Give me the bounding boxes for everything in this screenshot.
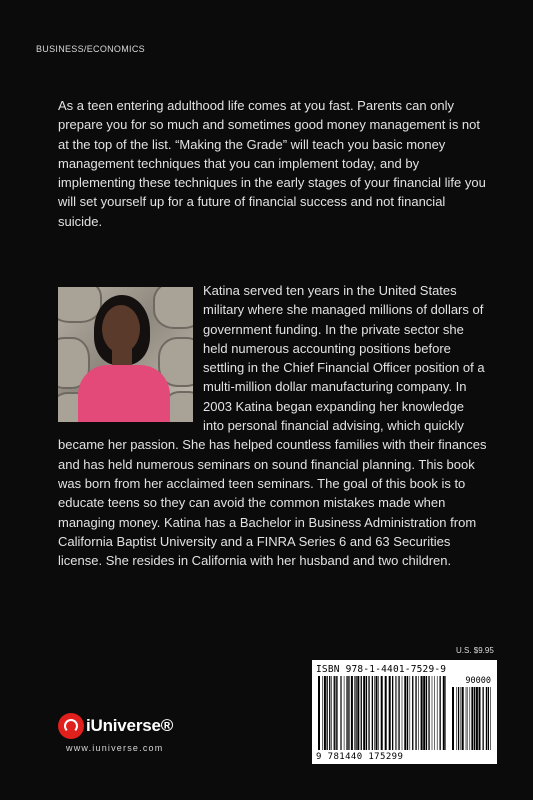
publisher-name: iUniverse® xyxy=(86,716,174,735)
barcode-bars xyxy=(318,676,446,750)
category-label: BUSINESS/ECONOMICS xyxy=(36,44,145,54)
addon-barcode-bars xyxy=(452,687,492,750)
iuniverse-logo-icon xyxy=(58,713,84,739)
addon-code: 90000 xyxy=(465,676,491,686)
publisher-logo xyxy=(58,711,173,741)
author-photo xyxy=(58,287,193,422)
author-bio-section xyxy=(58,281,488,570)
publisher-url: www.iuniverse.com xyxy=(66,743,164,753)
author-bio-text: Katina served ten years in the United States military where she managed millions of dollars of government funding. In the private sector she held numerous accounting positions before settling in the Chief Financial Officer position of a multi-million dollar manufacturing company. In 2003 Katina began expanding her knowledge into personal financial advising, which quickly became her passion. She has helped countless families with their finances and has held numerous seminars on sound financial planning. This book was born from her acclaimed teen seminars. The goal of this book is to educate teens so they can avoid the common mistakes made when managing money. Katina has a Bachelor in Business Administration from California Baptist University and a FINRA Series 6 and 63 Securities license. She resides in California with her husband and two children. xyxy=(58,283,487,569)
isbn-digits: 9 781440 175299 xyxy=(316,752,404,762)
isbn-barcode xyxy=(312,660,497,764)
book-blurb: As a teen entering adulthood life comes at you fast. Parents can only prepare you for so much and sometimes good money management is not at the top of the list. “Making the Grade” will teach you basic money management techniques that you can implement today, and by implementing these techniques in the early stages of your financial life you will set yourself up for a future of financial success and not financial suicide. xyxy=(58,98,486,229)
isbn-label: ISBN 978-1-4401-7529-9 xyxy=(316,664,447,675)
price-label: U.S. $9.95 xyxy=(456,646,494,655)
